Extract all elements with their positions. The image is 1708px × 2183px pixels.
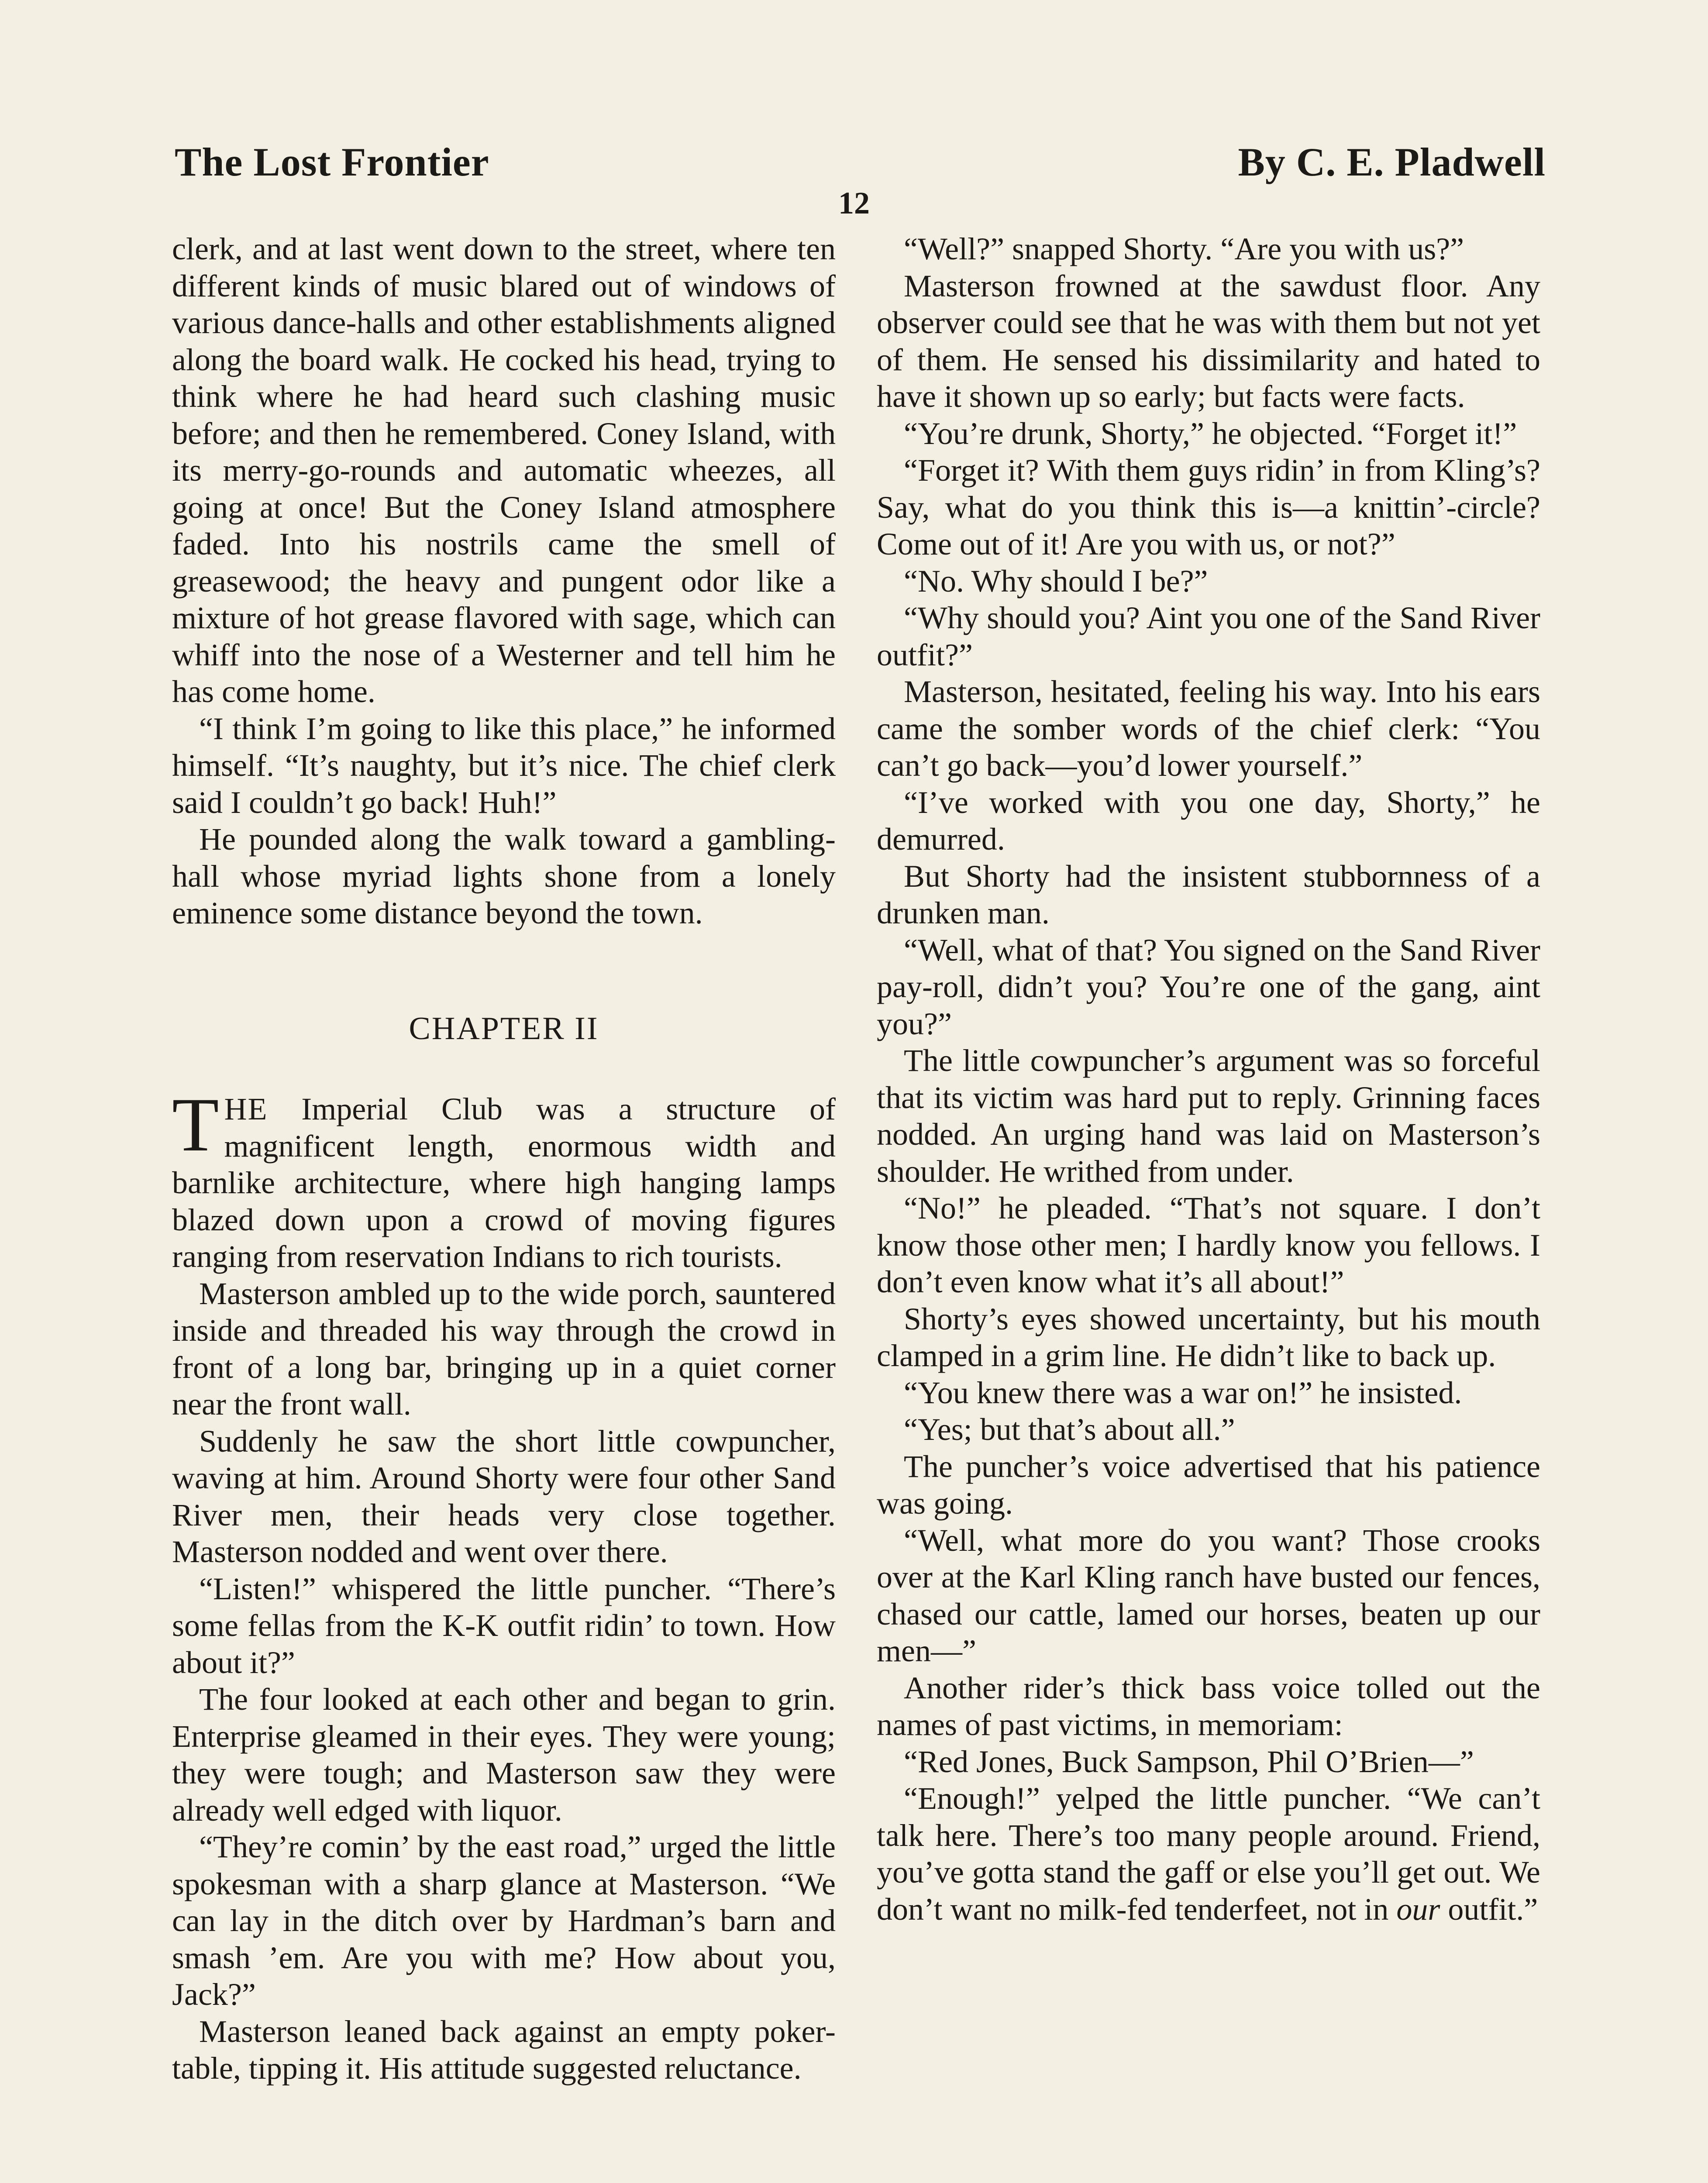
paragraph: Masterson ambled up to the wide porch, sauntered inside and threaded his way through the crowd in front of a long bar, bringing up in a quiet corner near the front wall.: [172, 1276, 836, 1422]
emphasized-word: our: [1396, 1891, 1440, 1927]
paragraph: “Why should you? Aint you one of the Sand River outfit?”: [877, 600, 1540, 672]
paragraph: clerk, and at last went down to the street, where ten different kinds of music blared out of windows of various dance-halls and other establishments aligned along the board walk. He cocked his head, trying to think where he had heard such clashing music before; and then he remembered. Coney Island, with its merry-go-rounds and automatic wheezes, all going at once! But the Coney Island atmosphere faded. Into his nostrils came the smell of greasewood; the heavy and pungent odor like a mixture of hot grease flavored with sage, which can whiff into the nose of a Westerner and tell him he has come home.: [172, 231, 836, 709]
chapter-opening-paragraph: [172, 1082, 836, 1275]
paragraph: The little cowpuncher’s argument was so forceful that its victim was hard put to reply. Grinning faces nodded. An urging hand was laid on Masterson’s shoulder. He writhed from under.: [877, 1043, 1540, 1189]
paragraph: “They’re comin’ by the east road,” urged the little spokesman with a sharp glance at Masterson. “We can lay in the ditch over by Hardman’s barn and smash ’em. Are you with me? How about you, Jack?”: [172, 1829, 836, 2012]
paragraph: The four looked at each other and began to grin. Enterprise gleamed in their eyes. They were young; they were tough; and Masterson saw they were already well edged with liquor.: [172, 1682, 836, 1828]
paragraph: Masterson leaned back against an empty poker-table, tipping it. His attitude suggested reluctance.: [172, 2014, 836, 2086]
paragraph: “Red Jones, Buck Sampson, Phil O’Brien—”: [904, 1744, 1474, 1779]
page-number: 12: [838, 186, 870, 220]
paragraph: “Yes; but that’s about all.”: [904, 1412, 1235, 1447]
paragraph-text: outfit.”: [1440, 1891, 1538, 1927]
paragraph: Shorty’s eyes showed uncertainty, but his mouth clamped in a grim line. He didn’t like to back up.: [877, 1301, 1540, 1373]
paragraph: “Listen!” whispered the little puncher. “There’s some fellas from the K-K outfit ridin’ to town. How about it?”: [172, 1571, 836, 1680]
paragraph: Another rider’s thick bass voice tolled out the names of past victims, in memoriam:: [877, 1670, 1540, 1742]
paragraph: Suddenly he saw the short little cowpuncher, waving at him. Around Shorty were four other Sand River men, their heads very close together. Masterson nodded and went over there.: [172, 1423, 836, 1569]
chapter-heading: CHAPTER II: [409, 1010, 599, 1047]
paragraph: He pounded along the walk toward a gambling-hall whose myriad lights shone from a lonely eminence some distance beyond the town.: [172, 822, 836, 930]
last-paragraph: [877, 1780, 1540, 1928]
paragraph-text: Imperial Club was a structure of magnificent length, enormous width and barnlike architecture, where high hanging lamps blazed down upon a crowd of moving figures ranging from reservation Indians to rich tourists.: [172, 1092, 836, 1274]
drop-cap: T: [172, 1082, 219, 1167]
paragraph: But Shorty had the insistent stubbornness of a drunken man.: [877, 858, 1540, 930]
paragraph: “Well, what of that? You signed on the Sand River pay-roll, didn’t you? You’re one of the gang, aint you?”: [877, 932, 1540, 1041]
left-column: [172, 231, 836, 2087]
paragraph: “Forget it? With them guys ridin’ in from Kling’s? Say, what do you think this is—a knittin’-circle? Come out of it! Are you with us, or not?”: [877, 453, 1540, 561]
paragraph: “You’re drunk, Shorty,” he objected. “Forget it!”: [904, 416, 1517, 451]
paragraph: Masterson, hesitated, feeling his way. Into his ears came the somber words of the chief clerk: “You can’t go back—you’d lower yourself.”: [877, 674, 1540, 783]
right-column: [877, 231, 1540, 1928]
paragraph: The puncher’s voice advertised that his patience was going.: [877, 1449, 1540, 1521]
paragraph: “Well?” snapped Shorty. “Are you with us?”: [904, 231, 1464, 266]
paragraph: “No!” he pleaded. “That’s not square. I don’t know those other men; I hardly know you fellows. I don’t even know what it’s all about!”: [877, 1191, 1540, 1299]
paragraph: “No. Why should I be?”: [904, 563, 1208, 599]
paragraph: “I’ve worked with you one day, Shorty,” he demurred.: [877, 785, 1540, 857]
paragraph: “I think I’m going to like this place,” he informed himself. “It’s naughty, but it’s nice. The chief clerk said I couldn’t go back! Huh!”: [172, 711, 836, 820]
paragraph-text: “Enough!” yelped the little puncher. “We can’t talk here. There’s too many people around. Friend, you’ve gotta stand the gaff or else you’ll get out. We don’t want no milk-fed tenderfeet, not in: [877, 1781, 1540, 1927]
story-title: The Lost Frontier: [175, 140, 489, 184]
paragraph: “Well, what more do you want? Those crooks over at the Karl Kling ranch have busted our fences, chased our cattle, lamed our horses, beaten up our men—”: [877, 1522, 1540, 1668]
story-author: By C. E. Pladwell: [1238, 140, 1546, 184]
drop-cap-continuation: HE: [224, 1092, 268, 1126]
paragraph: “You knew there was a war on!” he insisted.: [904, 1375, 1462, 1410]
paragraph: Masterson frowned at the sawdust floor. Any observer could see that he was with them but not yet of them. He sensed his dissimilarity and hated to have it shown up so early; but facts were facts.: [877, 268, 1540, 414]
